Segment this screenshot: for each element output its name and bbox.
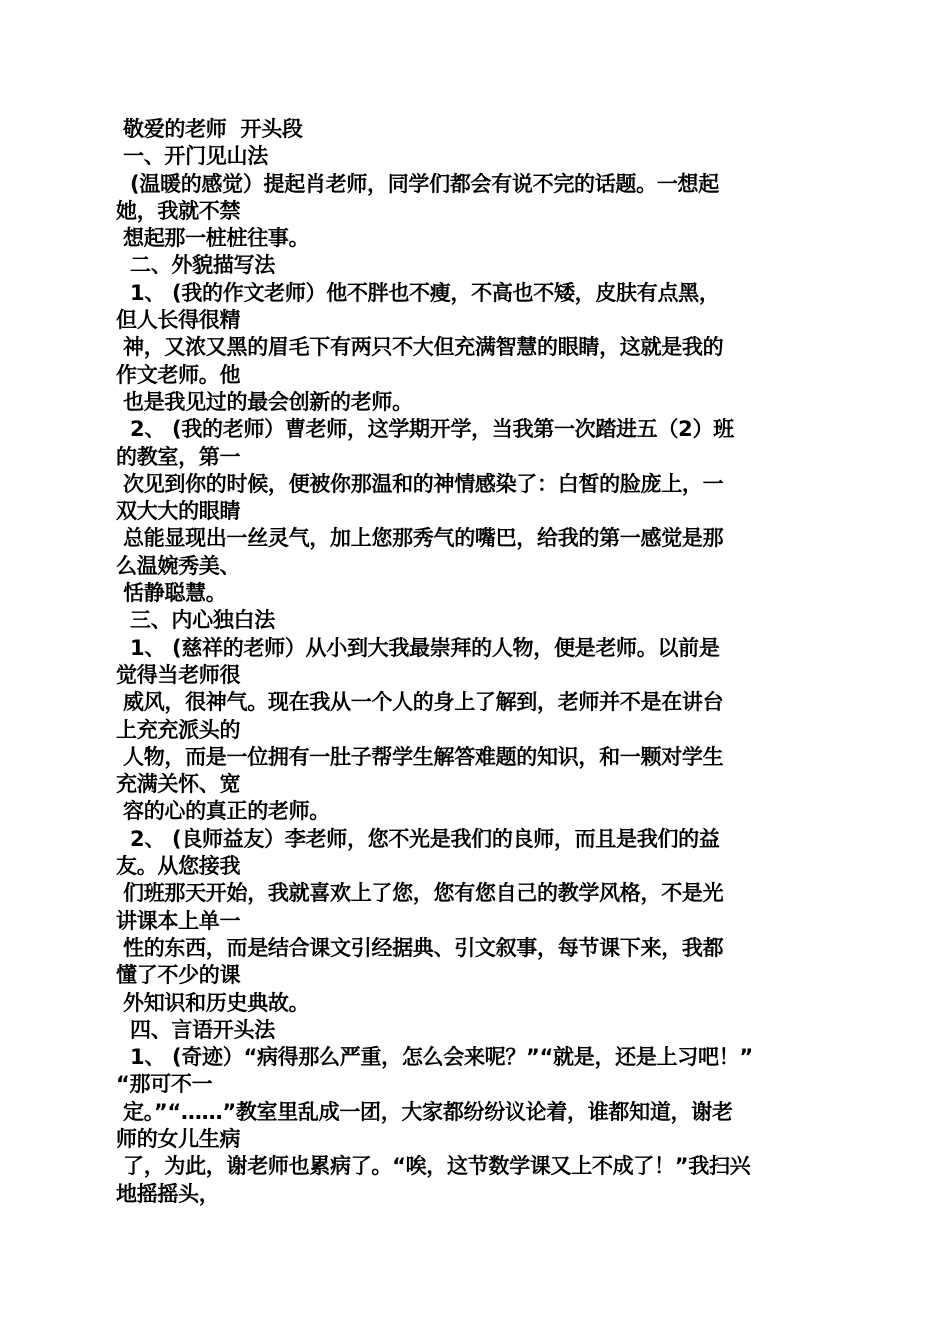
paragraph-line: 么温婉秀美、 bbox=[116, 553, 241, 578]
paragraph-line: 2、 (良师益友）李老师，您不光是我们的良师，而且是我们的益 bbox=[116, 826, 720, 851]
paragraph-line: 定。”“……”教室里乱成一团，大家都纷纷议论着，谁都知道，谢老 bbox=[116, 1099, 733, 1124]
paragraph-line: 性的东西，而是结合课文引经据典、引文叙事，每节课下来，我都 bbox=[116, 935, 724, 960]
paragraph-line: 想起那一桩桩往事。 bbox=[116, 226, 310, 251]
paragraph-line: 她，我就不禁 bbox=[116, 198, 241, 223]
section-heading: 四、言语开头法 bbox=[116, 1017, 275, 1042]
paragraph-line: 恬静聪慧。 bbox=[116, 581, 227, 606]
paragraph-line: 神，又浓又黑的眉毛下有两只不大但充满智慧的眼睛，这就是我的 bbox=[116, 335, 724, 360]
paragraph-line: 1、 (慈祥的老师）从小到大我最崇拜的人物，便是老师。以前是 bbox=[116, 635, 720, 660]
paragraph-line: 充满关怀、宽 bbox=[116, 772, 241, 797]
section-heading: 二、外貌描写法 bbox=[116, 253, 275, 278]
paragraph-line: 也是我见过的最会创新的老师。 bbox=[116, 389, 413, 414]
paragraph-line: 觉得当老师很 bbox=[116, 662, 241, 687]
paragraph-line: 但人长得很精 bbox=[116, 308, 241, 333]
paragraph-line: 威风，很神气。现在我从一个人的身上了解到，老师并不是在讲台 bbox=[116, 690, 724, 715]
paragraph-line: 1、 (我的作文老师）他不胖也不瘦，不高也不矮，皮肤有点黑， bbox=[116, 280, 720, 305]
document-page bbox=[116, 116, 836, 1208]
paragraph-line: 外知识和历史典故。 bbox=[116, 990, 310, 1015]
paragraph-line: 们班那天开始，我就喜欢上了您，您有您自己的教学风格，不是光 bbox=[116, 881, 724, 906]
paragraph-line: 人物，而是一位拥有一肚子帮学生解答难题的知识，和一颗对学生 bbox=[116, 744, 724, 769]
paragraph-line: 地摇摇头， bbox=[116, 1181, 220, 1206]
paragraph-line: 师的女儿生病 bbox=[116, 1126, 241, 1151]
paragraph-line: 次见到你的时候，便被你那温和的神情感染了：白皙的脸庞上，一 bbox=[116, 471, 724, 496]
section-heading: 一、开门见山法 bbox=[116, 144, 268, 169]
document-title: 敬爱的老师 开头段 bbox=[116, 117, 303, 141]
paragraph-line: 1、 (奇迹）“病得那么严重，怎么会来呢？”“就是，还是上习吧！” bbox=[116, 1045, 753, 1070]
paragraph-line: 讲课本上单一 bbox=[116, 908, 241, 933]
paragraph-line: 上充充派头的 bbox=[116, 717, 241, 742]
paragraph-line: 双大大的眼睛 bbox=[116, 499, 241, 524]
paragraph-line: 总能显现出一丝灵气，加上您那秀气的嘴巴，给我的第一感觉是那 bbox=[116, 526, 724, 551]
section-heading: 三、内心独白法 bbox=[116, 608, 275, 633]
paragraph-line: 2、 (我的老师）曹老师，这学期开学，当我第一次踏进五（2）班 bbox=[116, 417, 734, 442]
paragraph-line: 容的心的真正的老师。 bbox=[116, 799, 331, 824]
paragraph-line: 作文老师。他 bbox=[116, 362, 241, 387]
paragraph-line: 的教室，第一 bbox=[116, 444, 241, 469]
paragraph-line: 懂了不少的课 bbox=[116, 963, 241, 988]
paragraph-line: (温暖的感觉）提起肖老师，同学们都会有说不完的话题。一想起 bbox=[116, 171, 719, 196]
paragraph-line: “那可不一 bbox=[116, 1072, 213, 1097]
paragraph-line: 了，为此，谢老师也累病了。“唉，这节数学课又上不成了！”我扫兴 bbox=[116, 1154, 751, 1179]
paragraph-line: 友。从您接我 bbox=[116, 854, 241, 879]
